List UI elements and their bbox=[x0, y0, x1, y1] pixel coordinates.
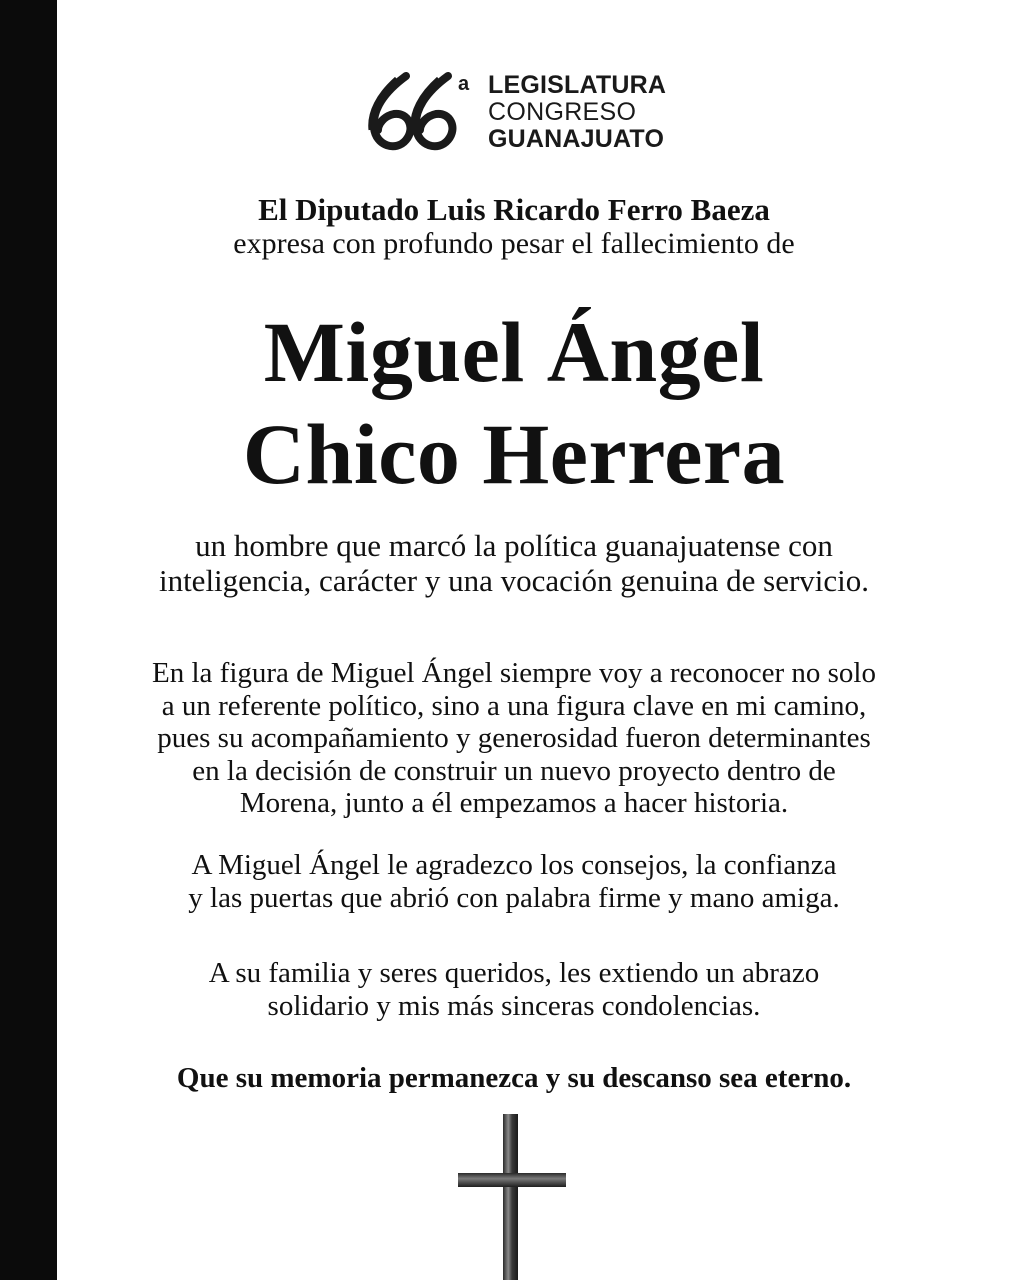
cross-icon bbox=[455, 1112, 569, 1280]
paragraph-line: y las puertas que abrió con palabra firme y mano amiga. bbox=[188, 881, 840, 914]
paragraph-condolences bbox=[60, 957, 968, 1022]
announcement-line: expresa con profundo pesar el fallecimiento de bbox=[233, 227, 795, 260]
paragraph-line: A su familia y seres queridos, les extiendo un abrazo bbox=[208, 957, 820, 989]
closing-line: Que su memoria permanezca y su descanso sea eterno. bbox=[176, 1062, 852, 1094]
logo-line-congreso: CONGRESO bbox=[488, 98, 637, 126]
logo-number: 66 bbox=[366, 70, 367, 71]
logo-line-guanajuato: GUANAJUATO bbox=[488, 125, 665, 153]
tribute-line-1: un hombre que marcó la política guanajuatense con bbox=[195, 528, 833, 563]
paragraph-line: en la decisión de construir un nuevo proyecto dentro de bbox=[192, 754, 836, 787]
logo-ordinal: a bbox=[458, 73, 470, 95]
deceased-name-line-1: Miguel Ángel bbox=[263, 304, 765, 400]
mourning-band bbox=[0, 0, 57, 1280]
paragraph-recognition bbox=[60, 657, 968, 820]
legislature-66-logo-mark bbox=[366, 70, 478, 156]
paragraph-line: a un referente político, sino a una figura clave en mi camino, bbox=[161, 689, 867, 722]
paragraph-line: pues su acompañamiento y generosidad fueron determinantes bbox=[157, 722, 871, 754]
paragraph-line: Morena, junto a él empezamos a hacer historia. bbox=[239, 787, 789, 819]
deputy-name: El Diputado Luis Ricardo Ferro Baeza bbox=[258, 192, 770, 227]
congress-logo bbox=[366, 70, 666, 160]
paragraph-gratitude bbox=[60, 849, 968, 914]
logo-wordmark bbox=[488, 72, 668, 153]
paragraph-line: En la figura de Miguel Ángel siempre voy a reconocer no solo bbox=[152, 657, 876, 689]
tribute-line-2: inteligencia, carácter y una vocación genuina de servicio. bbox=[158, 563, 870, 598]
deceased-name-line-2: Chico Herrera bbox=[242, 406, 786, 502]
paragraph-line: solidario y mis más sinceras condolencias. bbox=[267, 989, 761, 1022]
paragraph-line: A Miguel Ángel le agradezco los consejos, la confianza bbox=[191, 849, 837, 881]
logo-line-legislatura: LEGISLATURA bbox=[488, 71, 667, 99]
